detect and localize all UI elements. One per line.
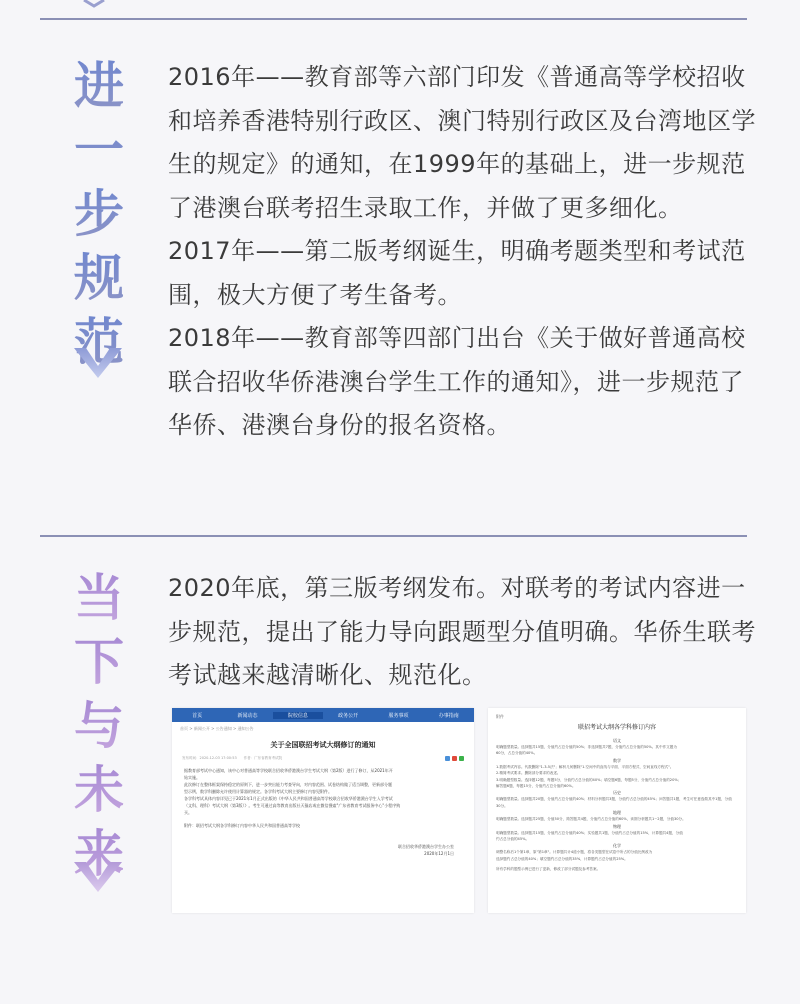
notice-screenshot (172, 708, 474, 913)
attachment-screenshot (488, 708, 746, 913)
subject-heading: 数学 (613, 757, 621, 763)
notice-line: 型示例，数学科删除允许使用计算器的规定。各学科考试大纲主要修订内容见附件。 (184, 789, 332, 794)
paragraph: 2020年底，第三版考纲发布。对联考的考试内容进一步规范，提出了能力导向跟题型分值明确。华侨生联考考试越来越清晰化、规范化。 (168, 574, 756, 689)
notice-line: 各学科考试具体内容详见已于2021年1月正式出版的《中华人民共和国普通高等学校联合招收华侨港澳台学生入学考试 (184, 796, 393, 801)
attachment-label: 附件 (496, 714, 504, 719)
title-char: 步 (64, 182, 134, 246)
chevron-down-icon (72, 860, 124, 894)
section-divider (40, 18, 747, 20)
subject-line: 调整名称后1个第1章，原"第1章"。计算题共计4道小题，将各类题型在试卷中所占的分值比例改为 (496, 850, 653, 855)
subject-heading: 化学 (613, 843, 621, 849)
section2-body (168, 567, 758, 698)
notice-line: 始实施。 (184, 775, 200, 780)
subject-line: 约占总分值的45%。 (496, 837, 530, 842)
title-char: 与 (64, 694, 134, 758)
notice-line: 据教育部考试中心通知，该中心对普通高等学校联合招收华侨港澳台学生考试大纲（第2版）进行了修订，从2021年开 (184, 768, 393, 773)
subject-line: 明确题型数量。选择题共20题，分值约占总分值的40%；材料分析题共3题，分值约占总分值的45%；问答题共1题，考生可任意选做其中1题，分值 (496, 797, 732, 802)
notice-sign-date: 2020年12月1日 (424, 851, 454, 856)
chevron-down-icon (72, 346, 124, 380)
share-icon (452, 756, 457, 761)
notice-line: 买。 (184, 810, 192, 815)
share-icon (445, 756, 450, 761)
nav-item: 新闻动态 (237, 712, 258, 719)
share-icons (445, 756, 464, 761)
notice-line: 附件：联招考试大纲各学科修订内容中华人民共和国普通高等学校 (184, 823, 300, 828)
subject-line: 明确题型数量。选择题共25题，分值50分，简答题共4题，分值约占总分值的60%，读图分析题共1~2题，分值30分。 (496, 817, 686, 822)
notice-sign-org: 联合招收华侨港澳台学生办公室 (398, 844, 454, 849)
attachment-footer: 所有学科的题型示例已进行了更新，修改了部分试题及参考答案。 (496, 867, 601, 872)
section-divider (40, 535, 747, 537)
subject-line: 1.数据考试内容。代数删除"1-3-5法"；解析几何删除"1.空间中的直线与平面、平面方程式、空间直线方程式"。 (496, 764, 674, 769)
nav-item: 院校信息 (273, 712, 323, 719)
notice-line: 此次修订在整体框架保持稳定的原则下，进一步突出能力考查导向，对内容范围、试卷结构做了适当调整，更新部分题 (184, 782, 392, 787)
title-char: 规 (64, 246, 134, 310)
nav-item: 服务事项 (388, 712, 409, 719)
title-char: 下 (64, 630, 134, 694)
nav-item: 首页 (192, 712, 203, 719)
subject-heading: 语文 (613, 738, 621, 743)
notice-line: （文科、理科）考试大纲（第3版）》。考生可通过高等教育出版社天猫店或在微信搜索"广东省教育考试服务中心"小程序购 (184, 803, 401, 808)
title-char: 未 (64, 758, 134, 822)
paragraph: 2018年——教育部等四部门出台《关于做好普通高校联合招收华侨港澳台学生工作的通知》，进一步规范了华侨、港澳台身份的报名资格。 (168, 324, 746, 439)
subject-line: 明确题型数量。选择题共15题，分值约占总分值的50%；非选择题共7题，分值约占总分值的50%。其中作文题为 (496, 745, 677, 749)
subject-line: 2.精简考试要求。删除部分要求的表述。 (496, 771, 561, 776)
subject-heading: 物理 (613, 823, 621, 829)
subject-line: 明确题型数量。选择题共15题，分值约占总分值的40%；实验题共1题，分值约占总分值的15%，计算题共4题，分值 (496, 830, 683, 835)
title-char: 进 (64, 54, 134, 118)
subject-line: 30分。 (496, 803, 508, 808)
title-char: 范 (64, 310, 134, 374)
subject-heading: 地理 (613, 810, 621, 816)
notice-title: 关于全国联招考试大纲修订的通知 (270, 741, 376, 749)
subject-line: 选择题约占总分值的40%；填空题约占总分值的35%，计算题约占总分值的25%。 (496, 856, 628, 861)
section2-vertical-title (64, 566, 134, 886)
section1-vertical-title (64, 54, 134, 374)
title-char: 一 (64, 118, 134, 182)
paragraph: 2016年——教育部等六部门印发《普通高等学校招收和培养香港特别行政区、澳门特别行政区及台湾地区学生的规定》的通知，在1999年的基础上，进一步规范了港澳台联考招生录取工作，并做了更多细化。 (168, 63, 756, 222)
title-char: 当 (64, 566, 134, 630)
subject-line: 60分，占总分值的40%。 (496, 751, 538, 756)
subject-line: 3.明确题型数量。选择题12题，每题5分，分值约占总分值的40%；填空题6题，每题5分，分值约占总分值的20%； (496, 777, 682, 782)
nav-item: 政务公开 (338, 712, 359, 719)
notice-meta-text: 发布时间：2020-12-03 17:00:53 作者：广东省教育考试院 (182, 756, 283, 760)
share-icon (459, 756, 464, 761)
section1-body (168, 56, 758, 448)
paragraph: 2017年——第二版考纲诞生，明确考题类型和考试范围，极大方便了考生备考。 (168, 237, 746, 309)
subject-line: 解答题6题，每题15分，分值约占总分值的60%。 (496, 784, 576, 789)
attachment-title: 联招考试大纲各学科修订内容 (577, 724, 656, 731)
nav-item: 办事指南 (438, 712, 459, 719)
breadcrumb: 首页 > 新闻公开 > 公告通知 > 通知公告 (180, 726, 254, 731)
top-chevron-icon (82, 0, 106, 8)
title-char: 来 (64, 822, 134, 886)
subject-heading: 历史 (613, 790, 621, 796)
notice-navbar (172, 708, 474, 722)
